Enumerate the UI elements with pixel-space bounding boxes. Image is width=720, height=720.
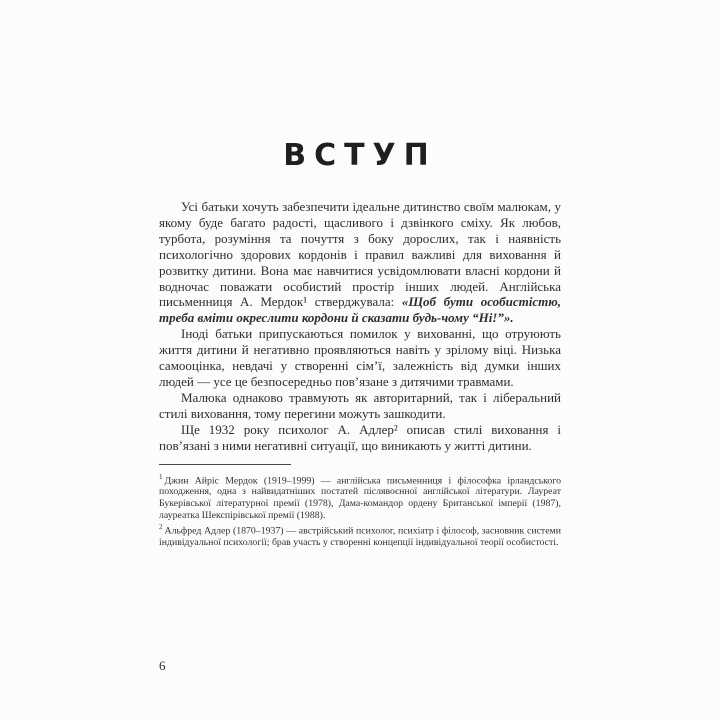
paragraph-3: Малюка однаково травмують як авторитарний, так і ліберальний стилі виховання, тому перегини можуть зашкодити. bbox=[159, 389, 561, 421]
footnote-2-marker: 2 bbox=[159, 522, 163, 531]
paragraph-2: Іноді батьки припускаються помилок у вихованні, що отруюють життя дитини й негативно проявляються навіть у зрілому віці. Низька самооцінка, невдачі у створенні сім’ї, залежність від думки інших людей — усе це безпосередньо пов’язане з дитячими травмами. bbox=[159, 326, 561, 389]
footnotes-section bbox=[159, 464, 561, 549]
chapter-title: ВСТУП bbox=[283, 138, 437, 173]
book-page bbox=[159, 0, 561, 720]
footnote-1 bbox=[159, 472, 561, 522]
body-text bbox=[159, 199, 561, 454]
paragraph-1-quote: «Щоб бути особистістю, треба вміти окреслити кордони й сказати будь-чому “Ні!”». bbox=[159, 294, 561, 326]
footnote-1-marker: 1 bbox=[159, 472, 163, 481]
footnote-divider bbox=[159, 464, 291, 465]
footnote-2-text: Альфред Адлер (1870–1937) — австрійський психолог, психіатр і філософ, засновник системи індивідуальної психології; брав участь у створенні концепції індивідуальної теорії особистості. bbox=[159, 524, 561, 548]
paragraph-1 bbox=[159, 199, 561, 326]
paragraph-1-text: Усі батьки хочуть забезпечити ідеальне дитинство своїм малюкам, у якому буде багато радості, щасливого і дзвінкого сміху. Як любов, турбота, розуміння та почуття з боку дорослих, так і наявність психологічно здорових кордонів і правил важливі для виховання й розвитку дитини. Вона має навчитися усвідомлювати власні кордони й водночас поважати особистий простір інших людей. Англійська письменниця А. Мердок¹ стверджувала: bbox=[159, 199, 561, 310]
footnote-1-text: Джин Айріс Мердок (1919–1999) — англійська письменниця і філософка ірландського походження, одна з найвидатніших постатей післявоєнної англійської літератури. Лауреат Букерівської літературної премії (1978), Дама-командор ордену Британської імперії (1987), лауреатка Шекспірівської премії (1988). bbox=[159, 474, 561, 521]
page-number: 6 bbox=[159, 658, 166, 673]
paragraph-4: Ще 1932 року психолог А. Адлер² описав стилі виховання і пов’язані з ними негативні ситуації, що виникають у житті дитини. bbox=[159, 421, 561, 453]
footnote-2 bbox=[159, 522, 561, 549]
